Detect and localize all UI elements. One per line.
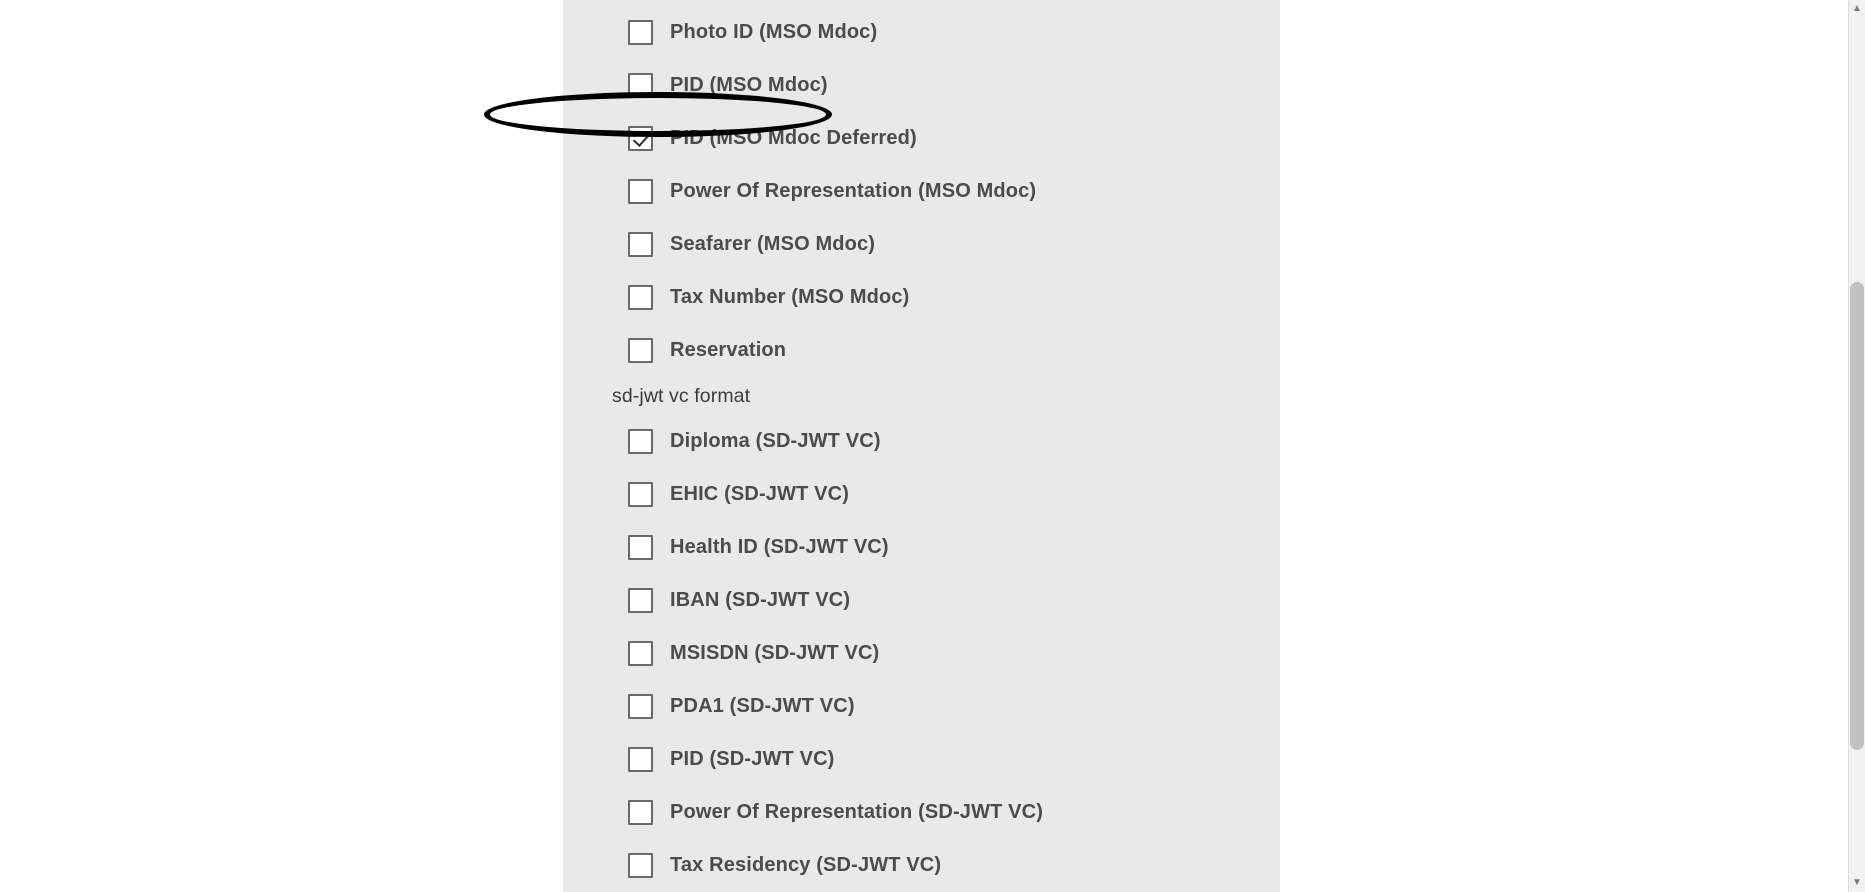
credential-option-row[interactable] bbox=[563, 165, 1280, 218]
credential-option-row[interactable] bbox=[563, 786, 1280, 839]
credential-option-row[interactable] bbox=[563, 218, 1280, 271]
credential-format-panel bbox=[563, 0, 1280, 892]
credential-checkbox[interactable] bbox=[628, 747, 653, 772]
credential-option-label: Power Of Representation (MSO Mdoc) bbox=[670, 180, 1037, 202]
credential-option-label: IBAN (SD-JWT VC) bbox=[670, 589, 851, 611]
credential-option-label: PID (SD-JWT VC) bbox=[670, 748, 835, 770]
credential-list bbox=[563, 0, 1280, 892]
credential-option-label: Tax Residency (SD-JWT VC) bbox=[670, 854, 942, 876]
credential-checkbox[interactable] bbox=[628, 20, 653, 45]
credential-checkbox[interactable] bbox=[628, 73, 653, 98]
credential-option-row[interactable] bbox=[563, 112, 1280, 165]
credential-checkbox[interactable] bbox=[628, 126, 653, 151]
credential-option-row[interactable] bbox=[563, 839, 1280, 892]
credential-checkbox[interactable] bbox=[628, 694, 653, 719]
credential-option-label: Tax Number (MSO Mdoc) bbox=[670, 286, 910, 308]
scrollbar-thumb[interactable] bbox=[1850, 282, 1864, 750]
credential-option-row[interactable] bbox=[563, 733, 1280, 786]
credential-option-row[interactable] bbox=[563, 415, 1280, 468]
credential-option-label: Health ID (SD-JWT VC) bbox=[670, 536, 889, 558]
credential-option-row[interactable] bbox=[563, 680, 1280, 733]
credential-option-row[interactable] bbox=[563, 324, 1280, 377]
credential-option-row[interactable] bbox=[563, 59, 1280, 112]
credential-option-row[interactable] bbox=[563, 468, 1280, 521]
scroll-up-arrow-icon[interactable]: ▲ bbox=[1852, 3, 1862, 14]
credential-checkbox[interactable] bbox=[628, 853, 653, 878]
credential-checkbox[interactable] bbox=[628, 429, 653, 454]
credential-checkbox[interactable] bbox=[628, 535, 653, 560]
credential-checkbox[interactable] bbox=[628, 800, 653, 825]
credential-option-label: Power Of Representation (SD-JWT VC) bbox=[670, 801, 1044, 823]
credential-option-row[interactable] bbox=[563, 521, 1280, 574]
credential-checkbox[interactable] bbox=[628, 285, 653, 310]
credential-option-label: MSISDN (SD-JWT VC) bbox=[670, 642, 880, 664]
credential-checkbox[interactable] bbox=[628, 482, 653, 507]
page-scrollbar[interactable] bbox=[1848, 0, 1865, 892]
credential-checkbox[interactable] bbox=[628, 588, 653, 613]
credential-checkbox[interactable] bbox=[628, 338, 653, 363]
credential-option-row[interactable] bbox=[563, 627, 1280, 680]
credential-option-label: Reservation bbox=[670, 339, 787, 361]
scroll-down-arrow-icon[interactable]: ▼ bbox=[1852, 877, 1862, 888]
credential-checkbox[interactable] bbox=[628, 641, 653, 666]
credential-option-row[interactable] bbox=[563, 6, 1280, 59]
credential-option-row[interactable] bbox=[563, 574, 1280, 627]
credential-option-label: EHIC (SD-JWT VC) bbox=[670, 483, 850, 505]
credential-checkbox[interactable] bbox=[628, 232, 653, 257]
format-group-label bbox=[563, 377, 1280, 415]
credential-option-label: PID (MSO Mdoc) bbox=[670, 74, 828, 96]
format-group-label-text: sd-jwt vc format bbox=[612, 384, 751, 407]
credential-option-label: PID (MSO Mdoc Deferred) bbox=[670, 127, 917, 149]
credential-option-row[interactable] bbox=[563, 271, 1280, 324]
credential-option-label: Photo ID (MSO Mdoc) bbox=[670, 21, 878, 43]
left-gutter bbox=[0, 0, 563, 892]
credential-option-label: Seafarer (MSO Mdoc) bbox=[670, 233, 876, 255]
credential-option-label: PDA1 (SD-JWT VC) bbox=[670, 695, 855, 717]
credential-option-label: Diploma (SD-JWT VC) bbox=[670, 430, 881, 452]
credential-checkbox[interactable] bbox=[628, 179, 653, 204]
